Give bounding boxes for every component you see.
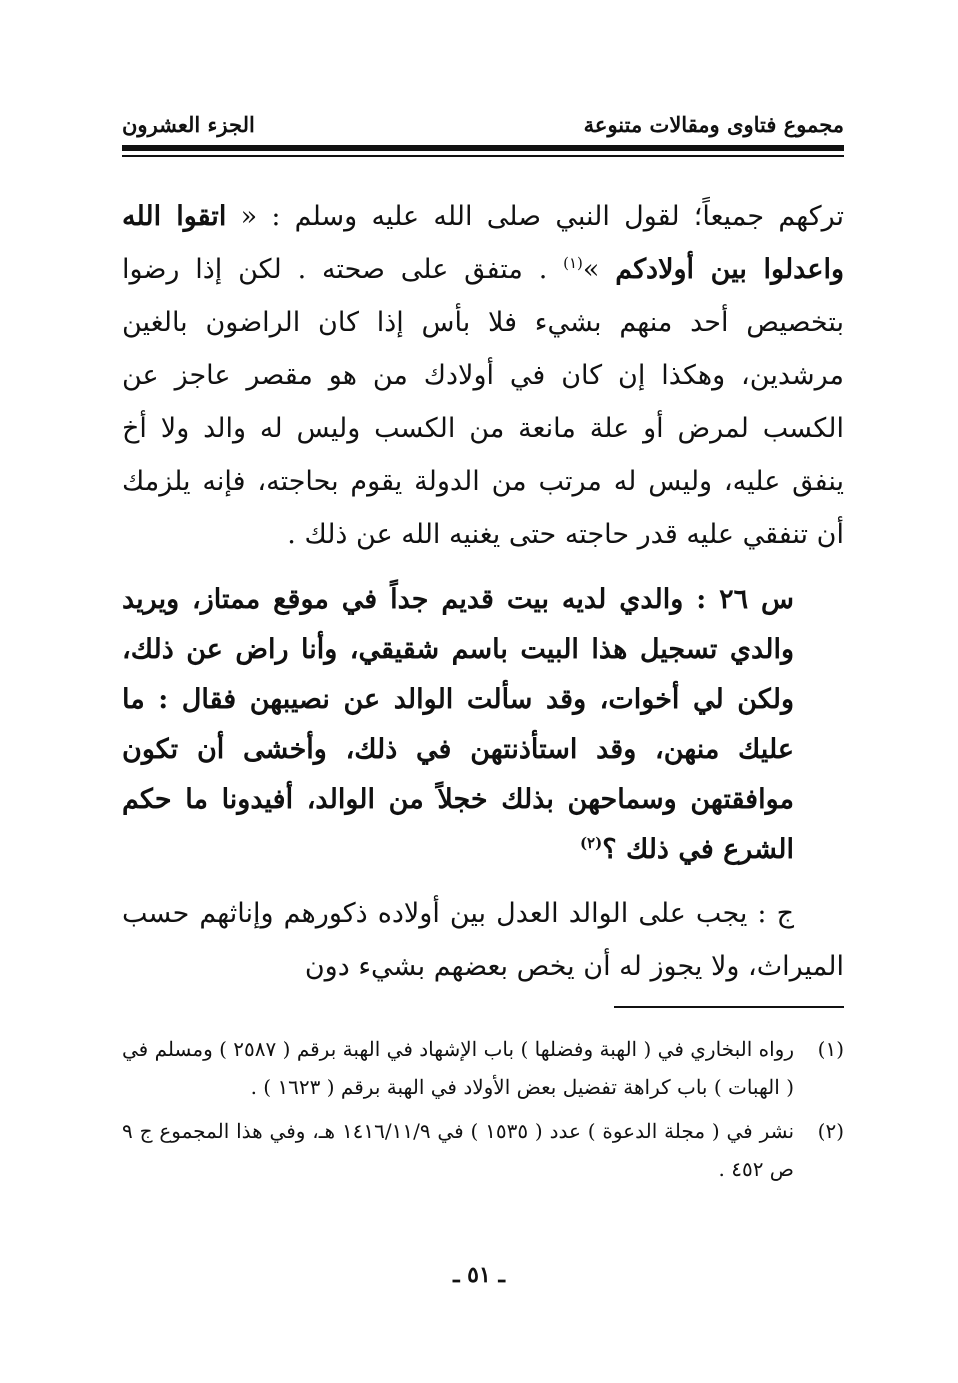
quote-close: »	[582, 254, 616, 285]
question-text: س ٢٦ : والدي لديه بيت قديم جداً في موقع ممتاز، ويريد والدي تسجيل هذا البيت باسم شقيقي، وأنا راض عن ذلك، ولكن لي أخوات، وقد سألت الوالد عن نصيبهن فقال : ما عليك منهن، وقد استأذنتهن في ذلك، وأخشى أن تكون موافقتهن وسماحهن بذلك خجلاً من الوالد، أفيدونا ما حكم الشرع في ذلك ؟	[122, 584, 794, 865]
book-title: مجموع فتاوى ومقالات متنوعة	[583, 111, 844, 137]
paragraph-hadith-intro: تركهم جميعاً؛ لقول النبي صلى الله عليه وسلم : «	[226, 201, 844, 232]
page-number: ـ ٥١ ـ	[453, 1262, 505, 1288]
footnote-text: رواه البخاري في ( الهبة وفضلها ) باب الإشهاد في الهبة برقم ( ٢٥٨٧ ) ومسلم في ( الهبات ) باب كراهة تفضيل بعض الأولاد في الهبة برقم ( ١٦٢٣ ) .	[122, 1037, 794, 1099]
footnote-1	[122, 1030, 844, 1106]
main-text	[122, 190, 844, 993]
header-rule-thin	[122, 155, 844, 157]
running-header	[122, 106, 844, 142]
footnote-number: (٢)	[817, 1119, 844, 1143]
question-26	[122, 575, 844, 875]
volume-title: الجزء العشرون	[122, 111, 255, 137]
footnote-number: (١)	[817, 1037, 844, 1061]
paragraph-hadith-rest: . متفق على صحته . لكن إذا رضوا بتخصيص أحد منهم بشيء فلا بأس إذا كان الراضون بالغين مرشدين، وهكذا إن كان في أولادك من هو مقصر عاجز عن الكسب لمرض أو علة مانعة من الكسب وليس له والد ولا أخ ينفق عليه، وليس له مرتب من الدولة يقوم بحاجته، فإنه يلزمك أن تنفقي عليه قدر حاجته حتى يغنيه الله عن ذلك .	[122, 254, 844, 550]
footnotes	[122, 1030, 844, 1194]
footnote-ref-1: (١)	[563, 254, 583, 272]
answer-paragraph: ج : يجب على الوالد العدل بين أولاده ذكورهم وإناثهم حسب الميراث، ولا يجوز له أن يخص بعضهم بشيء دون	[122, 898, 844, 982]
paragraph-hadith	[122, 190, 844, 561]
footnote-ref-2: (٢)	[579, 834, 603, 852]
footnote-2	[122, 1112, 844, 1188]
footnote-text: نشر في ( مجلة الدعوة ) عدد ( ١٥٣٥ ) في ١٤١٦/١١/٩ هـ، وفي هذا المجموع ج ٩ ص ٤٥٢ .	[122, 1119, 795, 1181]
footnote-separator	[614, 1006, 844, 1008]
header-rule-thick	[122, 145, 844, 151]
hadith-quote: اتقوا الله واعدلوا بين أولادكم	[122, 201, 844, 285]
